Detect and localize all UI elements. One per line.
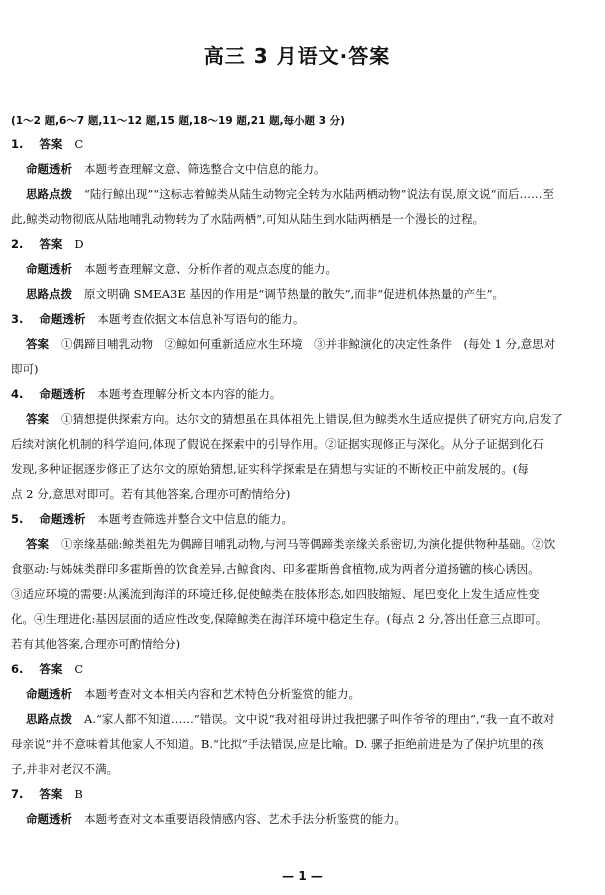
question-number: 7.	[11, 787, 24, 801]
answer-label: 答案	[39, 662, 63, 676]
analysis-label: 命题透析	[39, 387, 86, 401]
answer-label: 答案	[39, 237, 63, 251]
analysis-text: 本题考查依据文本信息补写语句的能力。	[97, 312, 305, 326]
question-number: 6.	[11, 662, 24, 676]
answer-text-continued: 后续对演化机制的科学追问,体现了假说在探索中的引导作用。②证据实现修正与深化。从分子证据到化石	[11, 437, 544, 451]
analysis-text: 本题考查理解分析文本内容的能力。	[97, 387, 282, 401]
answer-text: ①猜想提供探索方向。达尔文的猜想虽在具体祖先上错误,但为鲸类水生适应提供了研究方向,启发了	[61, 412, 563, 426]
answer-text-continued: 发现,多种证据逐步修正了达尔文的原始猜想,证实科学探索是在猜想与实证的不断校正中前发展的。(每	[11, 462, 529, 476]
question-1	[11, 133, 583, 230]
hint-label: 思路点拨	[26, 712, 72, 726]
question-number: 1.	[11, 137, 24, 151]
answer-label: 答案	[39, 787, 63, 801]
answer-label: 答案	[39, 137, 63, 151]
hint-text: A.“家人都不知道……”错误。文中说“我对祖母讲过我把骡子叫作爷爷的理由”,“我一直不敢对	[84, 712, 555, 726]
answer-text-continued: 点 2 分,意思对即可。若有其他答案,合理亦可酌情给分)	[11, 487, 291, 501]
question-2	[11, 233, 583, 305]
analysis-label: 命题透析	[26, 162, 72, 176]
hint-text-continued: 子,并非对老汉不满。	[11, 762, 119, 776]
hint-text: 原文明确 SMEA3E 基因的作用是“调节热量的散失”,而非“促进机体热量的产生”。	[84, 287, 505, 301]
question-7	[11, 783, 583, 830]
answer-text-continued: ③适应环境的需要:从溪流到海洋的环境迁移,促使鲸类在肢体形态,如四肢缩短、尾巴变化上发生适应性变	[11, 587, 540, 601]
analysis-label: 命题透析	[39, 512, 86, 526]
analysis-label: 命题透析	[26, 262, 72, 276]
scope-note: (1～2 题,6～7 题,11～12 题,15 题,18～19 题,21 题,每小题 3 分)	[11, 115, 345, 127]
answer-text-continued: 化。④生理进化:基因层面的适应性改变,保障鲸类在海洋环境中稳定生存。(每点 2 分,答出任意三点即可。	[11, 612, 548, 626]
answer-value: B	[74, 787, 83, 801]
question-3	[11, 308, 583, 380]
answer-text-continued: 即可)	[11, 362, 39, 376]
question-5	[11, 508, 583, 655]
answer-label: 答案	[26, 412, 49, 426]
question-4	[11, 383, 583, 505]
question-number: 4.	[11, 387, 24, 401]
page-number: — 1 —	[282, 869, 323, 883]
hint-label: 思路点拨	[26, 287, 72, 301]
analysis-text: 本题考查理解文意、分析作者的观点态度的能力。	[84, 262, 337, 276]
analysis-text: 本题考查对文本相关内容和艺术特色分析鉴赏的能力。	[84, 687, 360, 701]
analysis-text: 本题考查理解文意、筛选整合文中信息的能力。	[84, 162, 326, 176]
page-title: 高三 3 月语文·答案	[203, 44, 391, 68]
answer-value: C	[74, 662, 84, 676]
analysis-label: 命题透析	[39, 312, 86, 326]
hint-text-continued: 此,鲸类动物彻底从陆地哺乳动物转为了水陆两栖”,可知从陆生到水陆两栖是一个漫长的过程。	[11, 212, 485, 226]
answer-value: C	[74, 137, 84, 151]
question-number: 3.	[11, 312, 24, 326]
answer-label: 答案	[26, 537, 49, 551]
question-6	[11, 658, 583, 780]
answer-text: ①偶蹄目哺乳动物 ②鲸如何重新适应水生环境 ③并非鲸演化的决定性条件 (每处 1 分,意思对	[61, 337, 556, 351]
answer-text-continued: 若有其他答案,合理亦可酌情给分)	[11, 637, 181, 651]
hint-label: 思路点拨	[26, 187, 72, 201]
answer-text-continued: 食驱动:与姊妹类群印多霍斯兽的饮食差异,古鲸食肉、印多霍斯兽食植物,成为两者分道扬镳的核心诱因。	[11, 562, 540, 576]
question-number: 5.	[11, 512, 24, 526]
answer-value: D	[74, 237, 84, 251]
answer-text: ①亲缘基础:鲸类祖先为偶蹄目哺乳动物,与河马等偶蹄类亲缘关系密切,为演化提供物种基础。②饮	[61, 537, 556, 551]
answer-label: 答案	[26, 337, 49, 351]
analysis-text: 本题考查筛选并整合文中信息的能力。	[97, 512, 293, 526]
hint-text-continued: 母亲说”并不意味着其他家人不知道。B.“比拟”手法错误,应是比喻。D. 骡子拒绝前进是为了保护坑里的孩	[11, 737, 544, 751]
analysis-label: 命题透析	[26, 687, 72, 701]
analysis-label: 命题透析	[26, 812, 72, 826]
hint-text: “陆行鲸出现”“这标志着鲸类从陆生动物完全转为水陆两栖动物”说法有误,原文说“而后……至	[84, 187, 555, 201]
question-number: 2.	[11, 237, 24, 251]
analysis-text: 本题考查对文本重要语段情感内容、艺术手法分析鉴赏的能力。	[84, 812, 406, 826]
